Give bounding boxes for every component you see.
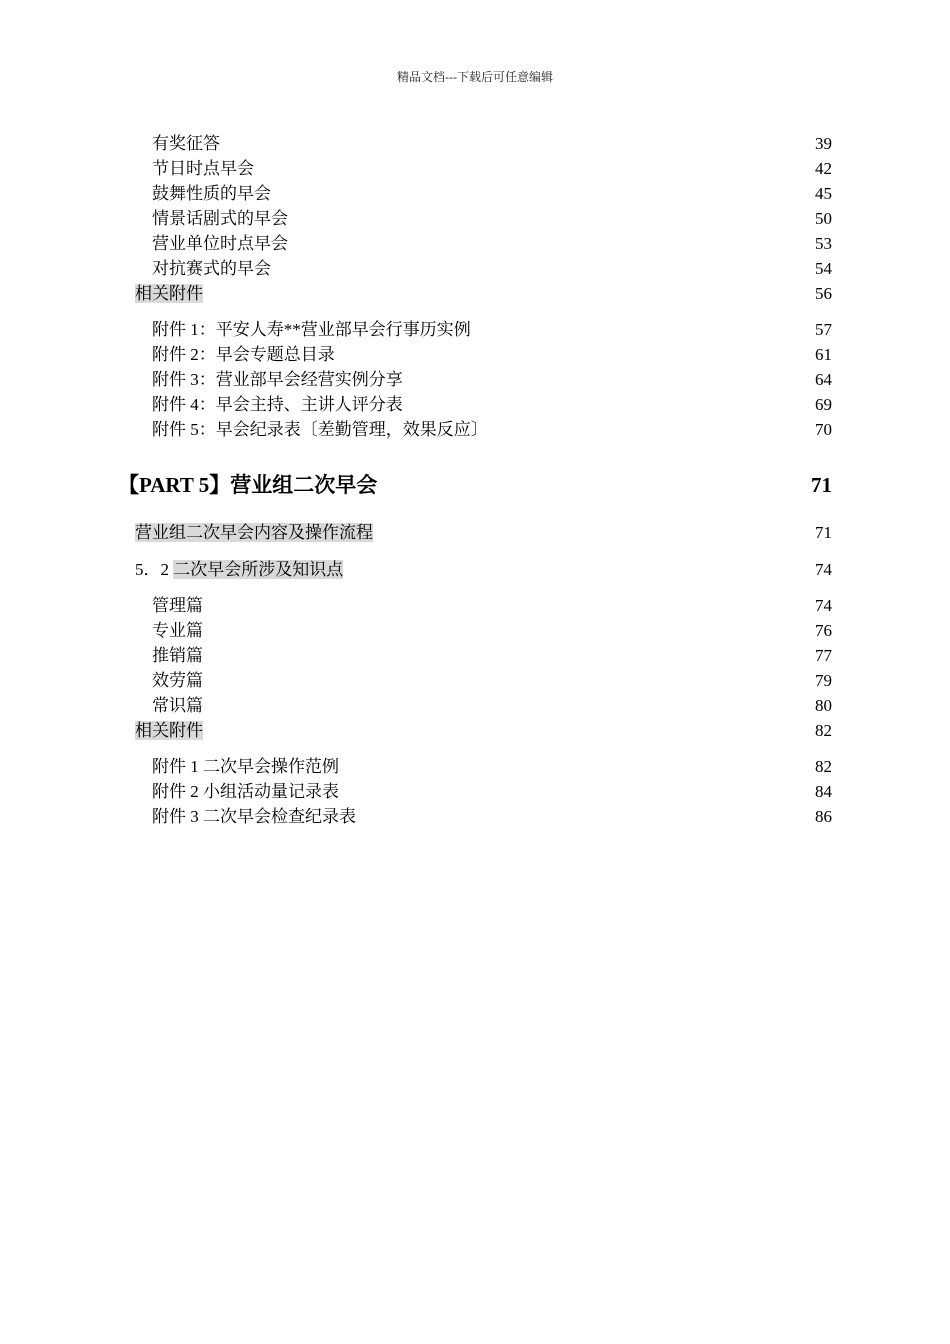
toc-entry[interactable] [152,344,832,366]
toc-entry[interactable] [135,720,832,742]
toc-entry[interactable] [152,208,832,230]
toc-entry[interactable] [152,394,832,416]
toc-entry-title [135,522,373,544]
toc-entry-text: 相关附件 [135,721,203,740]
toc-entry-text: 鼓舞性质的早会 [152,184,271,203]
toc-entry-text: 附件 4：早会主持、主讲人评分表 [152,395,403,414]
toc-entry[interactable] [135,559,832,581]
toc-entry-title [152,595,203,617]
toc-page-number: 39 [815,134,832,153]
toc-entry-title [152,369,403,391]
toc-page-number: 77 [815,646,832,665]
toc-entry-title [135,283,203,305]
toc-entry[interactable] [152,595,832,617]
toc-entry-title [135,720,203,742]
toc-entry[interactable] [152,183,832,205]
toc-entry-text: 附件 1：平安人寿**营业部早会行事历实例 [152,320,471,339]
toc-entry[interactable] [152,781,832,803]
toc-entry[interactable] [152,670,832,692]
toc-page-number: 76 [815,621,832,640]
toc-entry-text: 有奖征答 [152,134,220,153]
toc-page-number: 53 [815,234,832,253]
toc-part-heading[interactable] [118,471,832,499]
toc-page-number: 61 [815,345,832,364]
toc-entry-text: 专业篇 [152,621,203,640]
toc-page-number: 69 [815,395,832,414]
toc-entry-title [152,183,271,205]
toc-entry[interactable] [152,258,832,280]
toc-entry-text: 二次早会所涉及知识点 [173,560,344,579]
toc-entry-text: 附件 2 小组活动量记录表 [152,782,339,801]
toc-entry[interactable] [152,319,832,341]
toc-entry-text: 节日时点早会 [152,159,254,178]
toc-entry[interactable] [152,620,832,642]
toc-page-number: 54 [815,259,832,278]
toc-entry-title [152,258,271,280]
toc-page-number: 82 [815,721,832,740]
toc-entry[interactable] [152,806,832,828]
toc-entry-text: 常识篇 [152,696,203,715]
toc-entry-text: 情景话剧式的早会 [152,209,288,228]
toc-entry-text: 推销篇 [152,646,203,665]
toc-entry-text: 附件 2：早会专题总目录 [152,345,335,364]
toc-entry[interactable] [152,756,832,778]
toc-entry-title [118,471,377,499]
toc-entry-text: 营业单位时点早会 [152,234,288,253]
toc-entry-title [152,806,356,828]
toc-entry-text: 营业组二次早会内容及操作流程 [135,523,373,542]
toc-entry-text: 对抗赛式的早会 [152,259,271,278]
toc-entry-text: 效劳篇 [152,671,203,690]
toc-entry-title [152,620,203,642]
toc-page-number: 80 [815,696,832,715]
toc-entry-title [152,419,488,441]
toc-entry-text: 相关附件 [135,284,203,303]
toc-page-number: 71 [811,473,832,497]
toc-entry-title [152,695,203,717]
toc-entry-number: 5．2 [135,560,174,579]
toc-entry-title [152,208,288,230]
toc-page-number: 84 [815,782,832,801]
toc-entry[interactable] [152,419,832,441]
toc-entry[interactable] [135,522,832,544]
toc-entry-title [152,133,220,155]
toc-page-number: 57 [815,320,832,339]
toc-page-number: 82 [815,757,832,776]
toc-page-number: 56 [815,284,832,303]
toc-entry-text: 【PART 5】营业组二次早会 [118,473,378,497]
toc-entry-title [135,559,343,581]
toc-entry-text: 附件 3 二次早会检查纪录表 [152,807,356,826]
toc-page-number: 86 [815,807,832,826]
toc-entry-title [152,756,339,778]
toc-page-number: 74 [815,596,832,615]
toc-entry-title [152,319,471,341]
toc-page-number: 45 [815,184,832,203]
toc-page-number: 74 [815,560,832,579]
toc-entry-text: 附件 5：早会纪录表〔差勤管理，效果反应〕 [152,420,488,439]
toc-entry-text: 管理篇 [152,596,203,615]
toc-entry-title [152,781,339,803]
toc-entry-title [152,394,403,416]
toc-entry[interactable] [152,695,832,717]
toc-entry[interactable] [135,283,832,305]
toc-page-number: 50 [815,209,832,228]
toc-entry-title [152,158,254,180]
toc-page-number: 79 [815,671,832,690]
toc-entry-title [152,233,288,255]
toc-entry[interactable] [152,233,832,255]
toc-entry-title [152,645,203,667]
toc-page-number: 71 [815,523,832,542]
toc-page-number: 70 [815,420,832,439]
toc-page-number: 64 [815,370,832,389]
toc-entry[interactable] [152,369,832,391]
toc-page-number: 42 [815,159,832,178]
toc-entry[interactable] [152,645,832,667]
page-header: 精品文档---下载后可任意编辑 [397,70,553,84]
toc-entry[interactable] [152,133,832,155]
toc-entry-title [152,670,203,692]
toc-entry[interactable] [152,158,832,180]
toc-entry-text: 附件 3：营业部早会经营实例分享 [152,370,403,389]
toc-entry-title [152,344,335,366]
toc-entry-text: 附件 1 二次早会操作范例 [152,757,339,776]
